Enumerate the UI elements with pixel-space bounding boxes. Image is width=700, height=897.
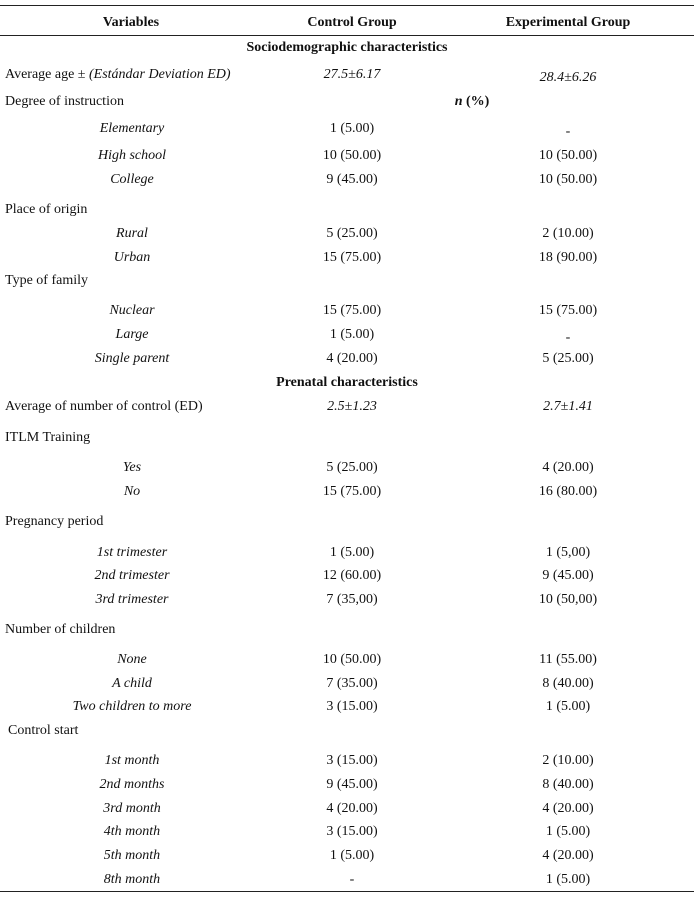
- origin-row-experimental: 2 (10.00): [542, 226, 594, 241]
- control-start-row-control: -: [349, 872, 355, 887]
- family-row-control: 15 (75.00): [322, 303, 382, 318]
- children-row-experimental: 8 (40.00): [542, 676, 594, 691]
- pregnancy-label: Pregnancy period: [5, 514, 104, 529]
- origin-row-experimental: 18 (90.00): [538, 250, 598, 265]
- header-rule: [0, 35, 694, 36]
- control-start-row-experimental: 4 (20.00): [542, 801, 594, 816]
- control-start-label: Control start: [8, 723, 79, 738]
- instruction-row-control: 10 (50.00): [322, 148, 382, 163]
- family-row-experimental: -: [565, 330, 571, 345]
- control-start-row-label: 1st month: [104, 753, 160, 768]
- children-row-control: 3 (15.00): [326, 699, 378, 714]
- control-start-row-experimental: 2 (10.00): [542, 753, 594, 768]
- children-row-experimental: 11 (55.00): [539, 652, 597, 667]
- control-start-row-experimental: 1 (5.00): [545, 872, 591, 887]
- control-start-row-experimental: 1 (5.00): [545, 824, 591, 839]
- origin-row-control: 15 (75.00): [322, 250, 382, 265]
- age-label: Average age ± (Estándar Deviation ED): [5, 67, 231, 82]
- children-row-control: 10 (50.00): [322, 652, 382, 667]
- instruction-row-label: High school: [97, 148, 167, 163]
- control-start-row-control: 1 (5.00): [329, 848, 375, 863]
- section-sociodemographic: Sociodemographic characteristics: [246, 40, 448, 55]
- control-start-row-experimental: 8 (40.00): [542, 777, 594, 792]
- family-row-control: 4 (20.00): [326, 351, 378, 366]
- family-row-experimental: 5 (25.00): [542, 351, 594, 366]
- family-row-experimental: 15 (75.00): [538, 303, 598, 318]
- control-start-row-control: 3 (15.00): [326, 824, 378, 839]
- family-label: Type of family: [5, 273, 88, 288]
- header-experimental: Experimental Group: [505, 15, 631, 30]
- control-start-row-control: 4 (20.00): [326, 801, 378, 816]
- children-label: Number of children: [5, 622, 116, 637]
- itlm-row-label: No: [123, 484, 141, 499]
- control-start-row-control: 9 (45.00): [326, 777, 378, 792]
- pregnancy-row-control: 7 (35,00): [326, 592, 378, 607]
- control-start-row-label: 5th month: [103, 848, 161, 863]
- itlm-row-control: 15 (75.00): [322, 484, 382, 499]
- instruction-row-experimental: -: [565, 124, 571, 139]
- origin-label: Place of origin: [5, 202, 88, 217]
- origin-row-control: 5 (25.00): [326, 226, 378, 241]
- header-control: Control Group: [307, 15, 397, 30]
- control-start-row-label: 8th month: [103, 872, 161, 887]
- header-variables: Variables: [102, 15, 160, 30]
- instruction-row-experimental: 10 (50.00): [538, 148, 598, 163]
- pregnancy-row-label: 2nd trimester: [94, 568, 170, 583]
- bottom-rule: [0, 891, 694, 892]
- children-row-control: 7 (35.00): [326, 676, 378, 691]
- top-rule: [0, 5, 694, 6]
- pregnancy-row-experimental: 1 (5,00): [545, 545, 591, 560]
- instruction-label: Degree of instruction: [5, 94, 124, 109]
- children-row-label: A child: [112, 676, 152, 691]
- control-start-row-label: 2nd months: [99, 777, 165, 792]
- control-start-row-label: 3rd month: [103, 801, 161, 816]
- unit-label: n (%): [454, 94, 490, 109]
- itlm-row-control: 5 (25.00): [326, 460, 378, 475]
- age-experimental: 28.4±6.26: [539, 70, 597, 85]
- itlm-row-experimental: 4 (20.00): [542, 460, 594, 475]
- control-start-row-control: 3 (15.00): [326, 753, 378, 768]
- children-row-label: None: [117, 652, 147, 667]
- instruction-row-experimental: 10 (50.00): [538, 172, 598, 187]
- family-row-control: 1 (5.00): [329, 327, 375, 342]
- instruction-row-label: Elementary: [99, 121, 165, 136]
- pregnancy-row-experimental: 9 (45.00): [542, 568, 594, 583]
- family-row-label: Nuclear: [109, 303, 155, 318]
- instruction-row-control: 9 (45.00): [326, 172, 378, 187]
- controls-avg-control: 2.5±1.23: [327, 399, 377, 414]
- age-control: 27.5±6.17: [323, 67, 381, 82]
- children-row-label: Two children to more: [72, 699, 192, 714]
- section-prenatal: Prenatal characteristics: [276, 375, 418, 390]
- pregnancy-row-control: 1 (5.00): [329, 545, 375, 560]
- itlm-row-experimental: 16 (80.00): [538, 484, 598, 499]
- pregnancy-row-label: 1st trimester: [96, 545, 168, 560]
- itlm-row-label: Yes: [122, 460, 142, 475]
- origin-row-label: Rural: [116, 226, 148, 241]
- instruction-row-label: College: [110, 172, 154, 187]
- instruction-row-control: 1 (5.00): [329, 121, 375, 136]
- pregnancy-row-control: 12 (60.00): [322, 568, 382, 583]
- family-row-label: Large: [115, 327, 149, 342]
- control-start-row-experimental: 4 (20.00): [542, 848, 594, 863]
- pregnancy-row-label: 3rd trimester: [95, 592, 169, 607]
- control-start-row-label: 4th month: [103, 824, 161, 839]
- pregnancy-row-experimental: 10 (50,00): [538, 592, 598, 607]
- family-row-label: Single parent: [94, 351, 170, 366]
- origin-row-label: Urban: [113, 250, 151, 265]
- controls-avg-experimental: 2.7±1.41: [543, 399, 593, 414]
- controls-avg-label: Average of number of control (ED): [5, 399, 203, 414]
- itlm-label: ITLM Training: [5, 430, 91, 445]
- children-row-experimental: 1 (5.00): [545, 699, 591, 714]
